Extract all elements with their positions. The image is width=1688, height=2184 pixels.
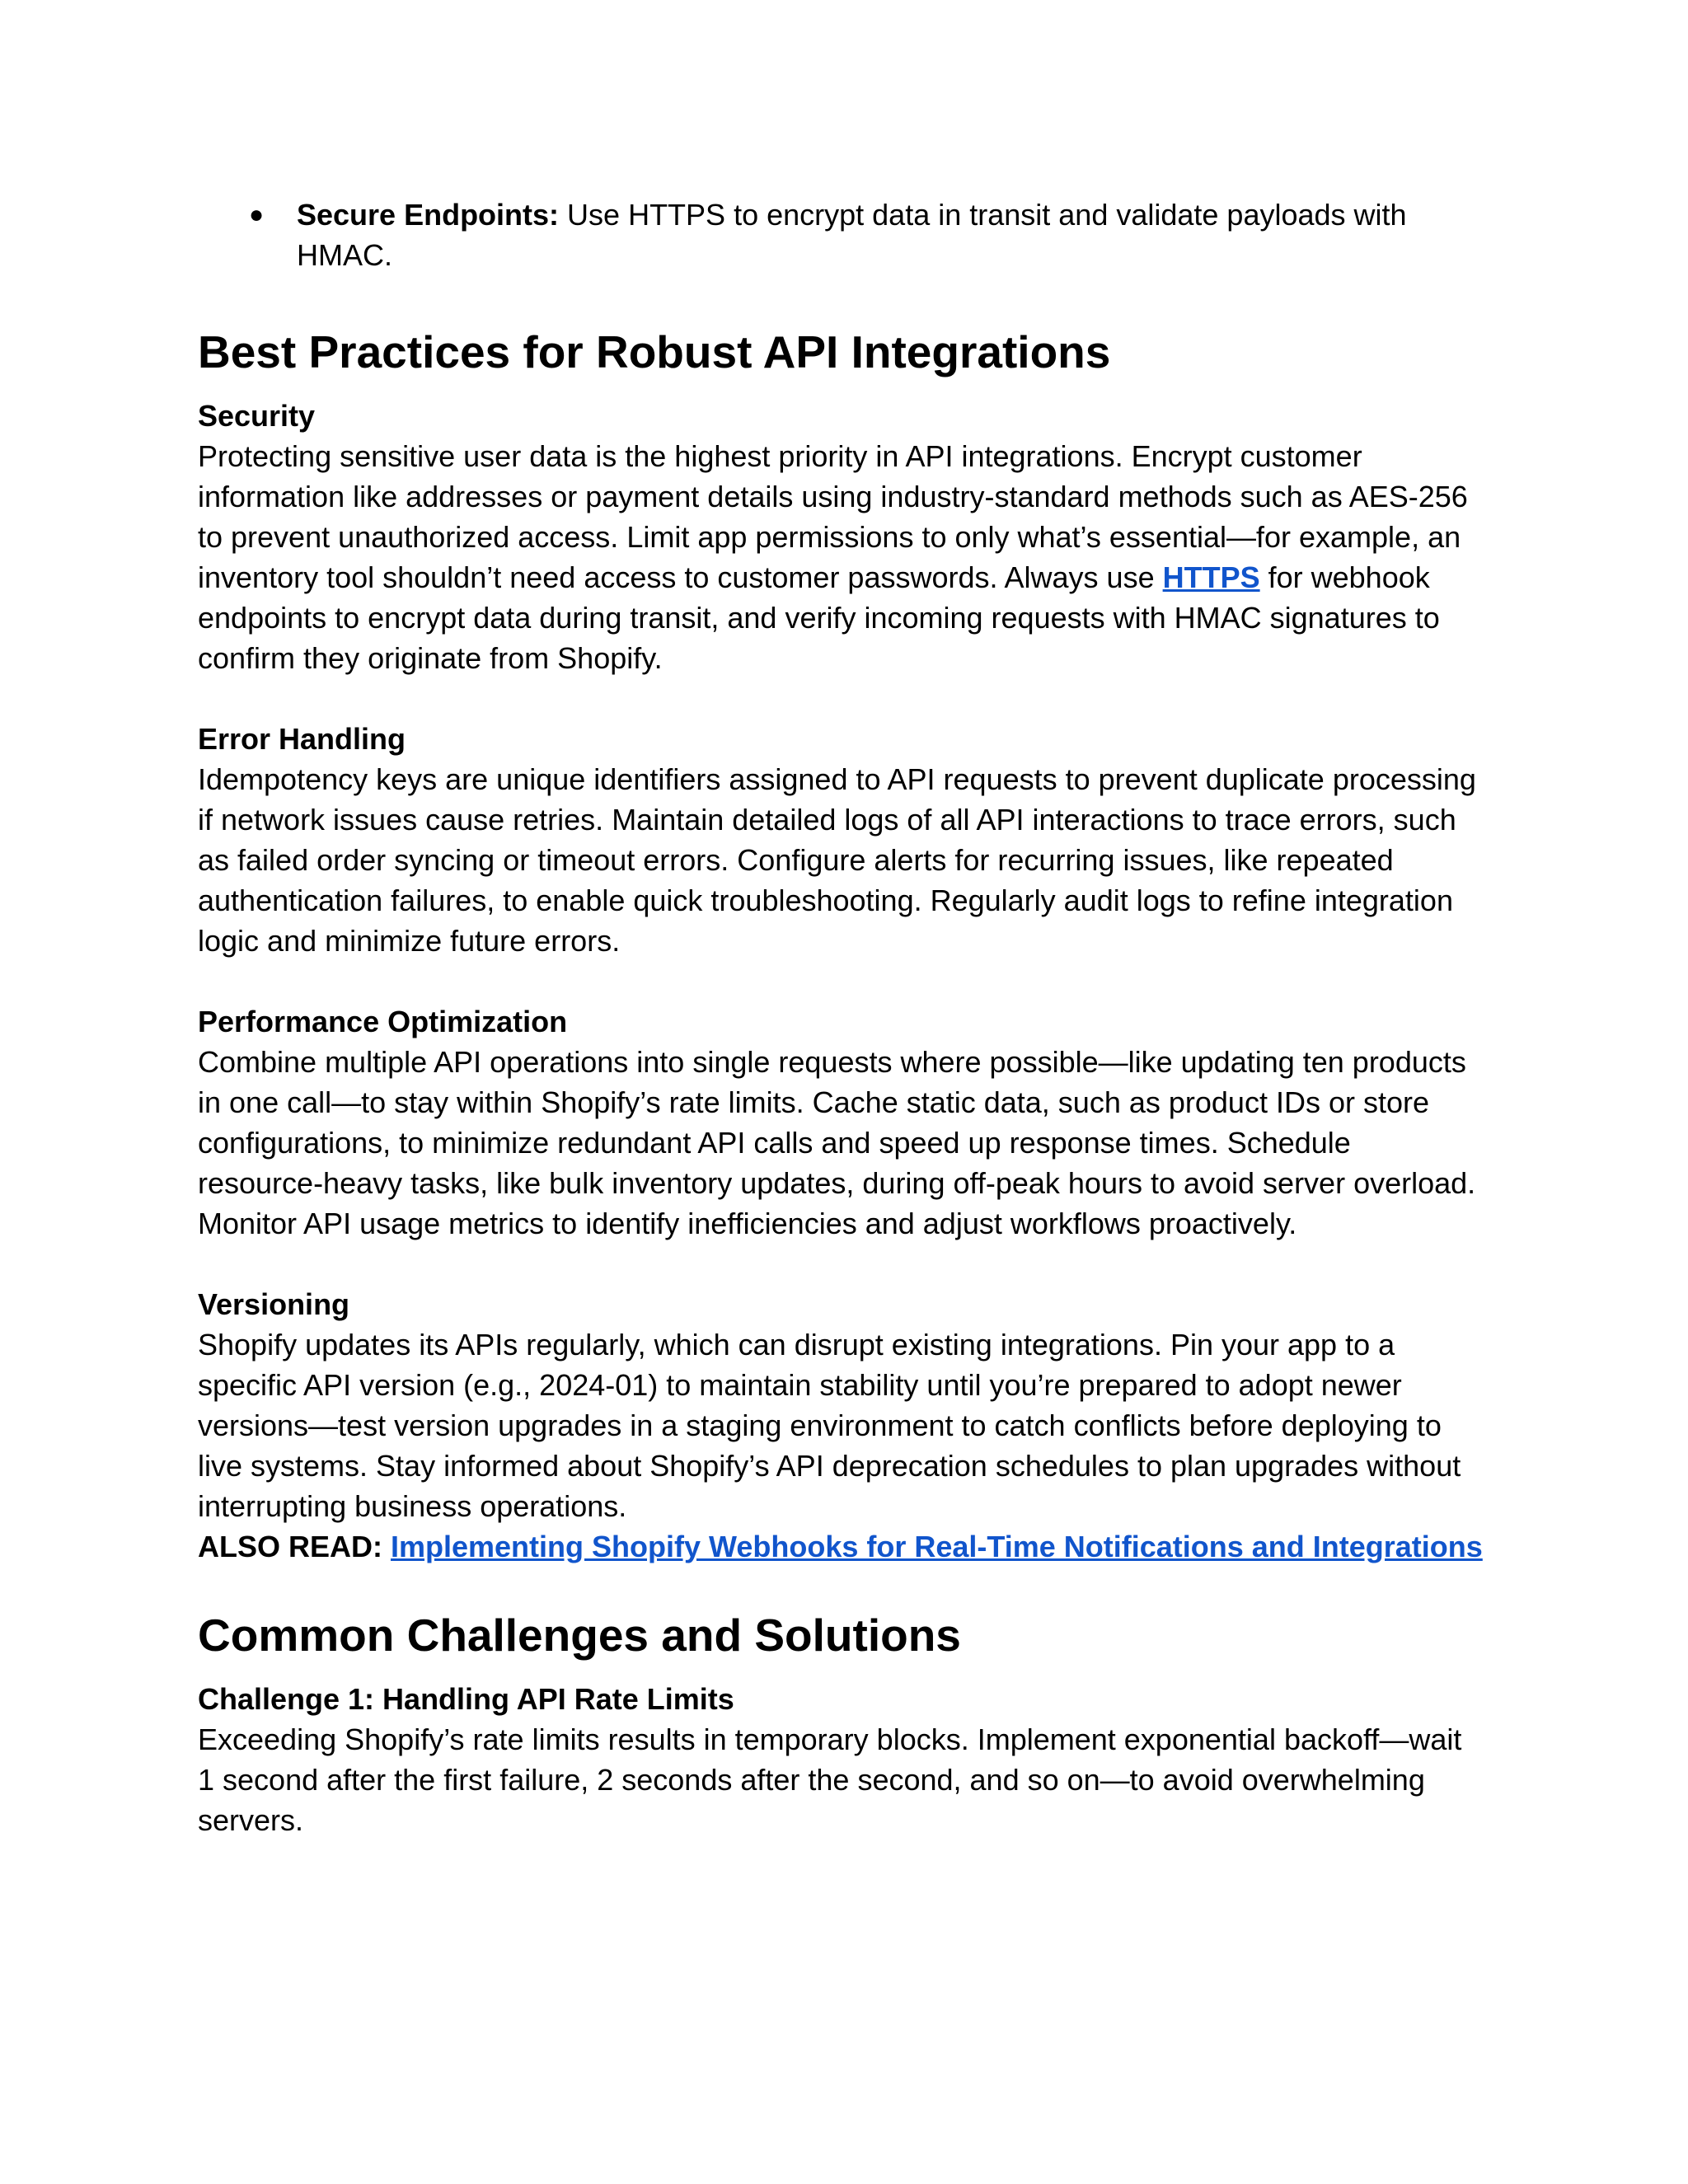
spacer <box>198 961 1484 1001</box>
subheading-challenge-1: Challenge 1: Handling API Rate Limits <box>198 1682 734 1716</box>
document-page <box>198 194 1484 1840</box>
also-read-line <box>198 1526 1484 1567</box>
subheading-error-handling: Error Handling <box>198 722 406 756</box>
security-text-after-link: for webhook endpoints to encrypt data during transit, and verify incoming requests with HMAC signatures to confirm they originate from Shopify. <box>198 560 1440 675</box>
subheading-security: Security <box>198 399 316 433</box>
bullet-dot-icon: ● <box>249 201 265 228</box>
also-read-label: ALSO READ: <box>198 1530 391 1563</box>
paragraph-performance: Combine multiple API operations into single requests where possible—like updating ten products in one call—to stay within Shopify’s rate limits. Cache static data, such as product IDs or store configurations, to minimize redundant API calls and speed up response times. Schedule resource-heavy tasks, like bulk inventory updates, during off-peak hours to avoid server overload. Monitor API usage metrics to identify inefficiencies and adjust workflows proactively. <box>198 1045 1476 1240</box>
section-heading-best-practices: Best Practices for Robust API Integrations <box>198 326 1111 377</box>
bullet-text: Use HTTPS to encrypt data in transit and validate payloads with HMAC. <box>297 198 1407 272</box>
security-text-before-link: Protecting sensitive user data is the highest priority in API integrations. Encrypt customer information like addresses or payment details using industry-standard methods such as AES-256 to prevent unauthorized access. Limit app permissions to only what’s essential—for example, an inventory tool shouldn’t need access to customer passwords. Always use <box>198 439 1468 594</box>
paragraph-versioning: Shopify updates its APIs regularly, which can disrupt existing integrations. Pin your app to a specific API version (e.g., 2024-01) to maintain stability until you’re prepared to adopt newer versions—test version upgrades in a staging environment to catch conflicts before deploying to live systems. Stay informed about Shopify’s API deprecation schedules to plan upgrades without interrupting business operations. <box>198 1328 1461 1523</box>
https-link[interactable]: HTTPS <box>1162 560 1260 594</box>
subheading-versioning: Versioning <box>198 1287 350 1321</box>
bullet-label: Secure Endpoints: <box>297 198 560 232</box>
subheading-performance: Performance Optimization <box>198 1005 568 1038</box>
spacer <box>198 1244 1484 1284</box>
paragraph-security <box>198 436 1484 678</box>
paragraph-challenge-1: Exceeding Shopify’s rate limits results in temporary blocks. Implement exponential backoff—wait 1 second after the first failure, 2 seconds after the second, and so on—to avoid overwhelming servers. <box>198 1722 1462 1837</box>
bullet-item-secure-endpoints <box>198 194 1484 275</box>
section-heading-challenges: Common Challenges and Solutions <box>198 1610 961 1661</box>
spacer <box>198 678 1484 719</box>
also-read-link[interactable]: Implementing Shopify Webhooks for Real-Time Notifications and Integrations <box>391 1530 1483 1563</box>
paragraph-error-handling: Idempotency keys are unique identifiers assigned to API requests to prevent duplicate processing if network issues cause retries. Maintain detailed logs of all API interactions to trace errors, such as failed order syncing or timeout errors. Configure alerts for recurring issues, like repeated authentication failures, to enable quick troubleshooting. Regularly audit logs to refine integration logic and minimize future errors. <box>198 762 1476 958</box>
